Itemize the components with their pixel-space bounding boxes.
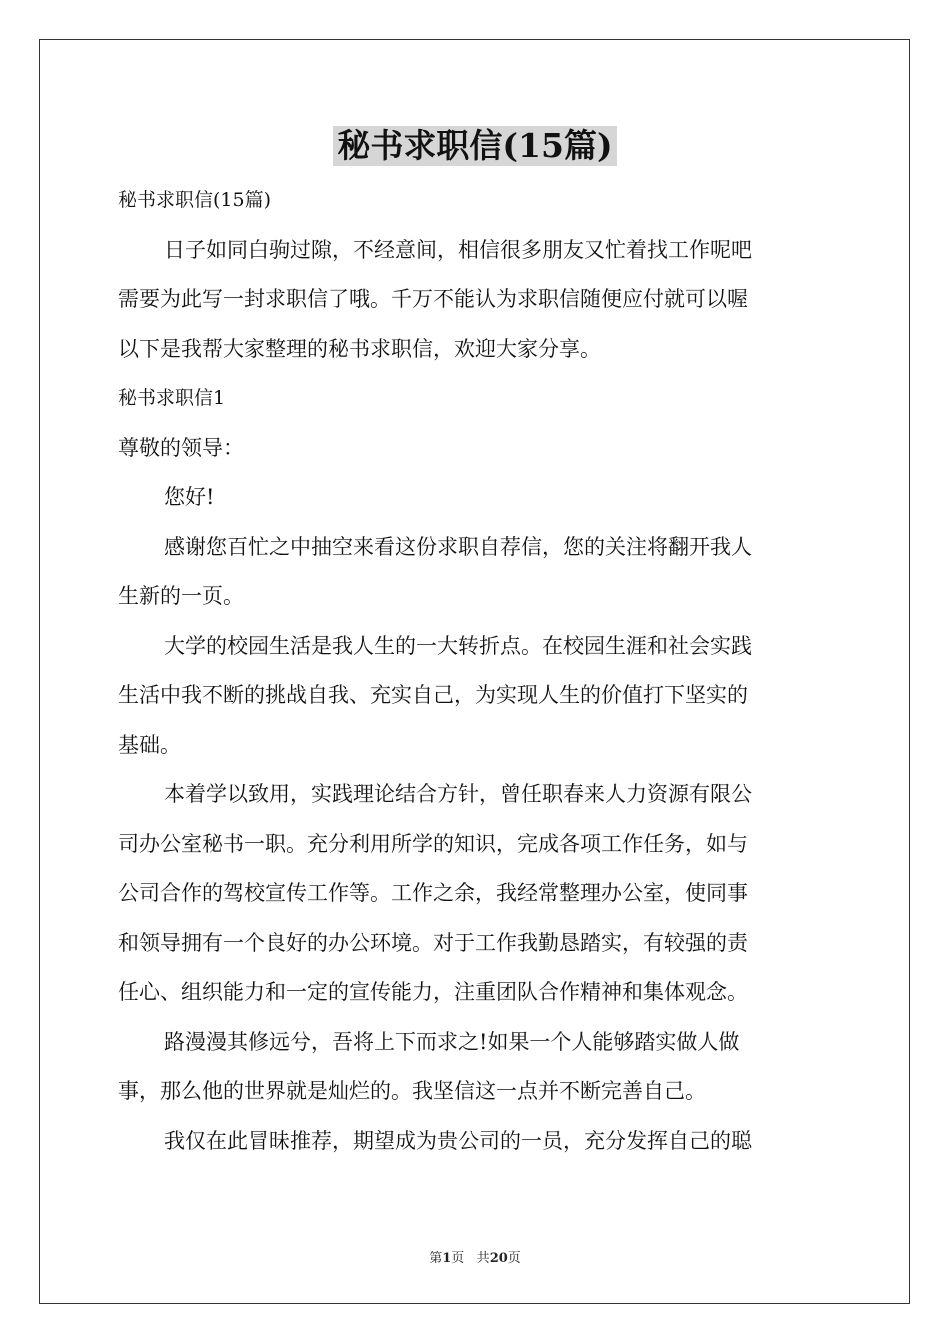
section-heading: 秘书求职信1 <box>118 387 226 409</box>
total-prefix: 共 <box>476 1251 490 1266</box>
total-suffix: 页 <box>507 1251 521 1266</box>
paragraph-line: 我仅在此冒昧推荐，期望成为贵公司的一员，充分发挥自己的聪 <box>164 1128 752 1153</box>
paragraph-line: 本着学以致用，实践理论结合方针，曾任职春来人力资源有限公 <box>164 782 752 806</box>
paragraph-line: 生活中我不断的挑战自我、充实自己，为实现人生的价值打下坚实的 <box>118 683 748 707</box>
page-suffix: 页 <box>451 1251 465 1266</box>
paragraph-line: 需要为此写一封求职信了哦。千万不能认为求职信随便应付就可以喔 <box>118 287 748 311</box>
paragraph-line: 以下是我帮大家整理的秘书求职信，欢迎大家分享。 <box>118 336 601 361</box>
paragraph-line: 任心、组织能力和一定的宣传能力，注重团队合作精神和集体观念。 <box>118 980 748 1004</box>
page-prefix: 第 <box>429 1251 443 1266</box>
paragraph-line: 路漫漫其修远兮，吾将上下而求之!如果一个人能够踏实做人做 <box>164 1029 740 1054</box>
paragraph-line: 感谢您百忙之中抽空来看这份求职自荐信，您的关注将翻开我人 <box>164 534 752 559</box>
paragraph-line: 和领导拥有一个良好的办公环境。对于工作我勤恳踏实，有较强的责 <box>118 930 748 955</box>
paragraph-line: 生新的一页。 <box>118 584 244 608</box>
title-container <box>0 126 950 166</box>
greeting-line: 您好! <box>164 485 215 509</box>
salutation-line: 尊敬的领导： <box>118 435 244 460</box>
page-number: 1 <box>442 1251 452 1266</box>
paragraph-line: 基础。 <box>118 732 181 757</box>
paragraph-line: 日子如同白驹过隙，不经意间，相信很多朋友又忙着找工作呢吧 <box>164 237 752 262</box>
document-body <box>118 176 834 1166</box>
document-title: 秘书求职信(15篇) <box>333 126 616 166</box>
paragraph-line: 大学的校园生活是我人生的一大转折点。在校园生涯和社会实践 <box>164 633 752 658</box>
total-pages: 20 <box>489 1251 508 1266</box>
paragraph-line: 公司合作的驾校宣传工作等。工作之余，我经常整理办公室，使同事 <box>118 881 748 905</box>
subtitle-line: 秘书求职信(15篇) <box>118 189 272 211</box>
paragraph-line: 司办公室秘书一职。充分利用所学的知识，完成各项工作任务，如与 <box>118 831 748 856</box>
page-footer <box>0 1247 950 1266</box>
paragraph-line: 事，那么他的世界就是灿烂的。我坚信这一点并不断完善自己。 <box>118 1079 706 1103</box>
